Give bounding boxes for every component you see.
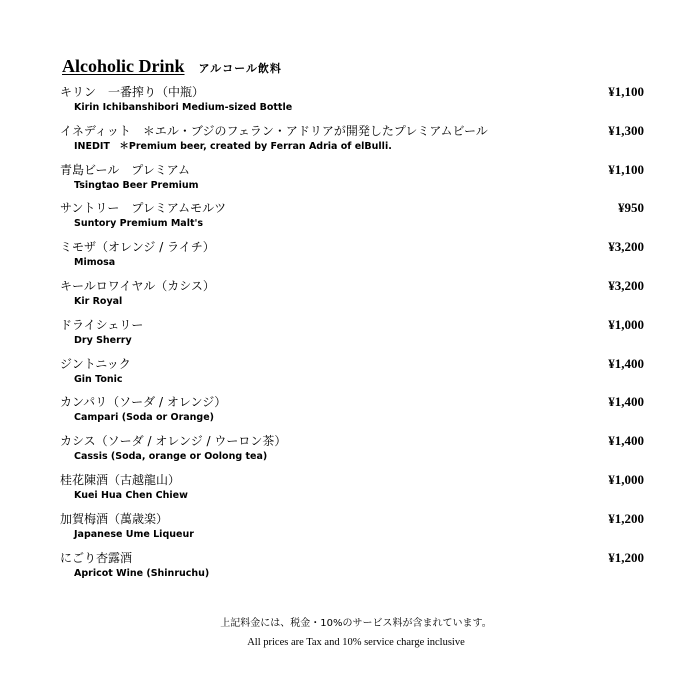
drink-item [60, 278, 644, 317]
section-title-en: Alcoholic Drink [62, 56, 185, 76]
drink-price: ¥1,400 [608, 433, 644, 449]
drink-item [60, 433, 644, 472]
drink-item [60, 162, 644, 201]
drink-name-ja: カシス（ソーダ / オレンジ / ウーロン茶） [60, 434, 287, 449]
drink-item [60, 200, 644, 239]
drink-name-en: Campari (Soda or Orange) [74, 412, 215, 424]
drink-item [60, 239, 644, 278]
drink-name-en: Cassis (Soda, orange or Oolong tea) [74, 451, 268, 463]
drink-name-ja: にごり杏露酒 [60, 550, 133, 565]
drink-item [60, 394, 644, 433]
tax-note-en: All prices are Tax and 10% service charge inclusive [247, 637, 465, 648]
drink-name-ja: ドライシェリー [60, 317, 144, 332]
drink-name-en: Kuei Hua Chen Chiew [74, 489, 188, 501]
drink-price: ¥3,200 [608, 277, 644, 293]
drink-price: ¥1,200 [608, 549, 644, 565]
drink-item [60, 550, 644, 589]
drink-name-en: Mimosa [74, 257, 116, 269]
drink-price: ¥3,200 [608, 239, 644, 255]
drink-name-en: Gin Tonic [74, 373, 123, 385]
drink-name-ja: 加賀梅酒（萬歳楽） [60, 511, 169, 526]
drink-price: ¥1,400 [608, 355, 644, 371]
drink-price: ¥1,000 [608, 316, 644, 332]
section-title-ja: アルコール飲料 [198, 62, 282, 75]
drink-price: ¥950 [618, 200, 644, 216]
drink-name-ja: イネディット ＊エル・ブジのフェラン・アドリアが開発したプレミアムビール [60, 123, 488, 138]
drink-item [60, 472, 644, 511]
drink-item [60, 84, 644, 123]
drink-name-en: Dry Sherry [74, 334, 132, 346]
drink-item [60, 356, 644, 395]
drink-price: ¥1,300 [608, 122, 644, 138]
drink-name-en: Kir Royal [74, 295, 123, 307]
drink-price: ¥1,400 [608, 394, 644, 410]
tax-note-ja: 上記料金には、税金・10%のサービス料が含まれています。 [220, 618, 492, 629]
drink-item [60, 511, 644, 550]
drink-price: ¥1,100 [608, 84, 644, 99]
drink-item [60, 123, 644, 162]
drink-name-ja: カンパリ（ソーダ / オレンジ） [60, 395, 227, 410]
drink-price: ¥1,000 [608, 471, 644, 487]
drink-name-ja: ミモザ（オレンジ / ライチ） [60, 240, 215, 255]
drink-name-ja: 桂花陳酒（古越龍山） [60, 472, 181, 487]
drink-list [60, 84, 644, 588]
drink-name-ja: キールロワイヤル（カシス） [60, 278, 215, 293]
drink-name-en: Kirin Ichibanshibori Medium-sized Bottle [74, 102, 293, 113]
drink-price: ¥1,200 [608, 510, 644, 526]
drink-price: ¥1,100 [608, 161, 644, 177]
menu-header [62, 56, 282, 77]
drink-name-ja: サントリー プレミアムモルツ [60, 201, 227, 216]
drink-name-en: Japanese Ume Liqueur [74, 528, 194, 540]
drink-name-en: Tsingtao Beer Premium [74, 179, 199, 191]
drink-name-ja: ジントニック [60, 356, 131, 371]
drink-item [60, 317, 644, 356]
drink-name-en: Suntory Premium Malt's [74, 218, 204, 230]
drink-name-ja: 青島ビール プレミアム [60, 162, 190, 177]
drink-name-en: Apricot Wine (Shinruchu) [74, 567, 210, 579]
drink-name-ja: キリン 一番搾り（中瓶） [60, 85, 205, 99]
drink-name-en: INEDIT ＊Premium beer, created by Ferran Adria of elBulli. [74, 140, 392, 152]
